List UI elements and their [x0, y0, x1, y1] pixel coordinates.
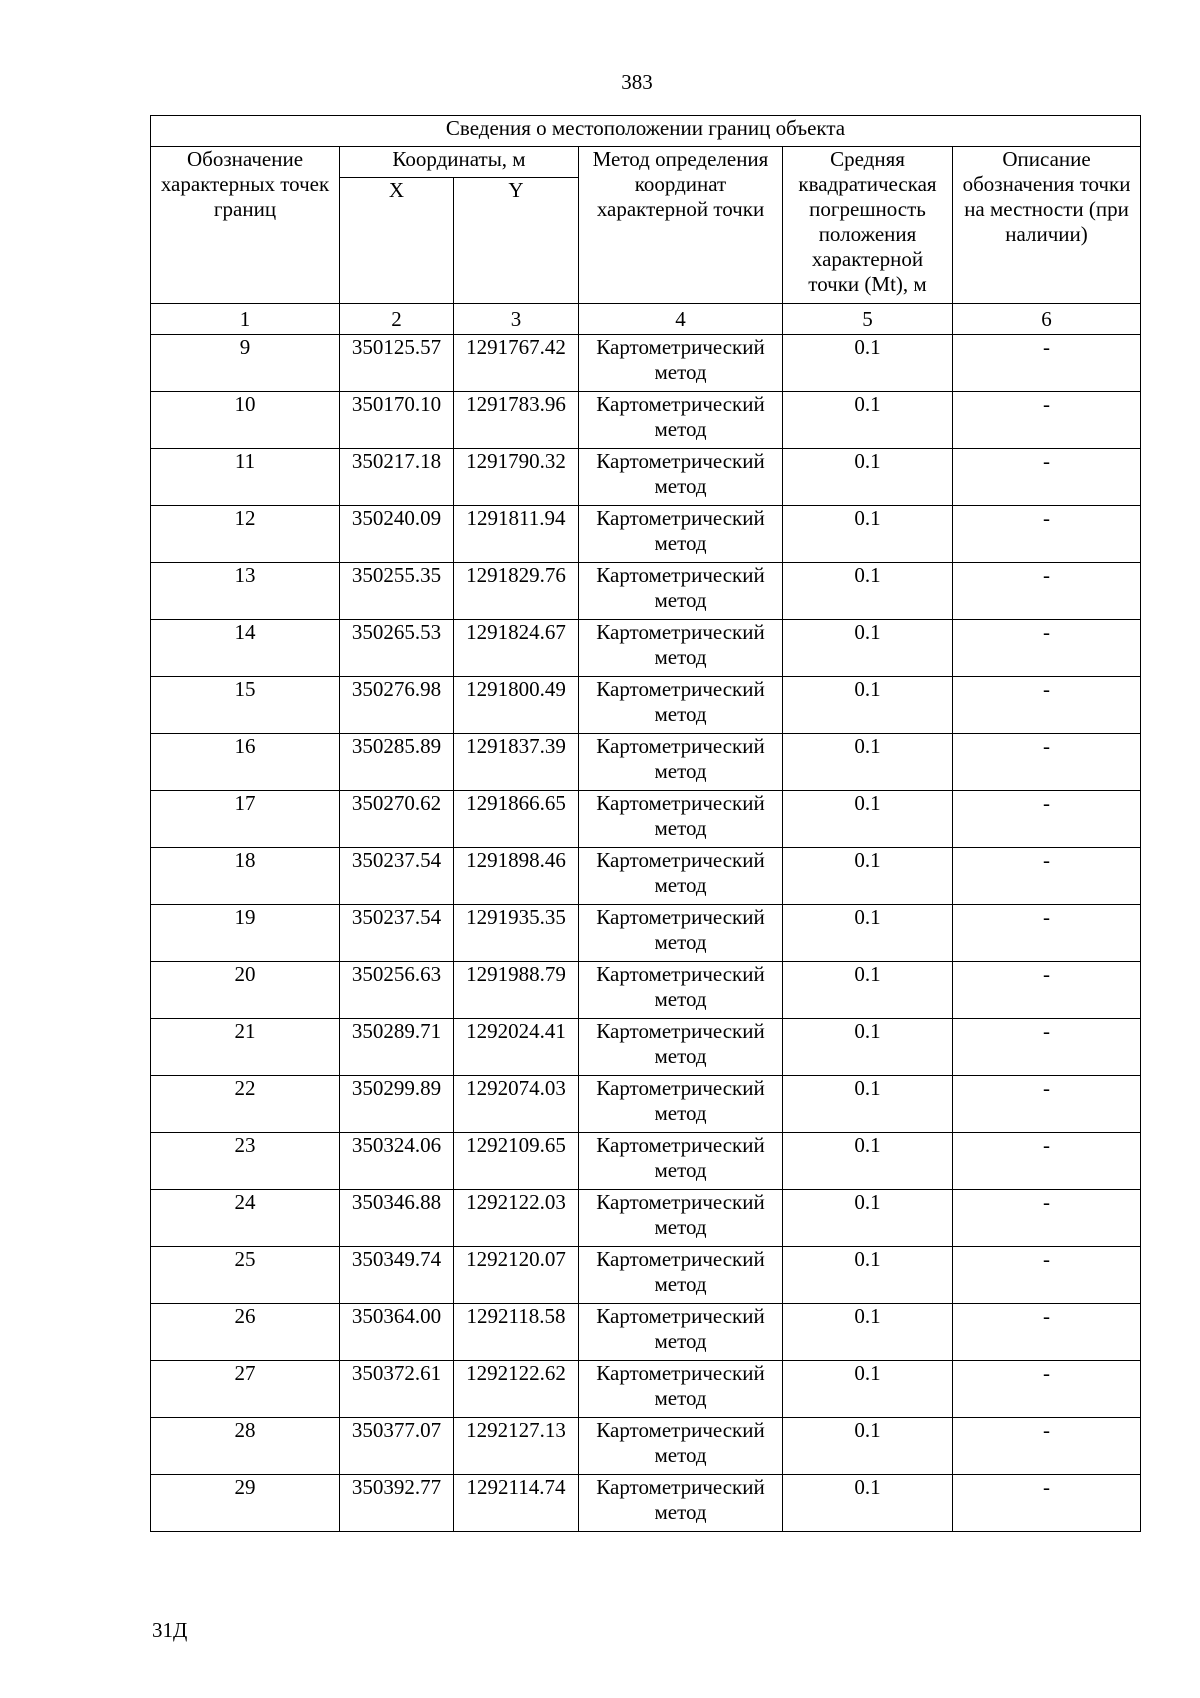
cell-x: 350349.74 — [340, 1247, 454, 1304]
cell-method: Картометрический метод — [579, 1190, 783, 1247]
cell-point: 19 — [151, 905, 340, 962]
cell-error: 0.1 — [783, 905, 953, 962]
cell-error: 0.1 — [783, 1475, 953, 1532]
table-row — [151, 1019, 1141, 1076]
cell-method: Картометрический метод — [579, 1304, 783, 1361]
cell-error: 0.1 — [783, 1418, 953, 1475]
table-row — [151, 1475, 1141, 1532]
table-row — [151, 848, 1141, 905]
cell-y: 1292122.03 — [454, 1190, 579, 1247]
cell-x: 350392.77 — [340, 1475, 454, 1532]
cell-x: 350240.09 — [340, 506, 454, 563]
cell-y: 1292074.03 — [454, 1076, 579, 1133]
cell-y: 1291935.35 — [454, 905, 579, 962]
cell-method: Картометрический метод — [579, 1475, 783, 1532]
cell-method: Картометрический метод — [579, 1133, 783, 1190]
header-y: Y — [454, 178, 579, 304]
cell-point: 29 — [151, 1475, 340, 1532]
cell-description: - — [953, 848, 1141, 905]
table-row — [151, 1247, 1141, 1304]
cell-description: - — [953, 1361, 1141, 1418]
cell-error: 0.1 — [783, 791, 953, 848]
cell-error: 0.1 — [783, 1019, 953, 1076]
footer-code: 31Д — [152, 1618, 188, 1642]
cell-x: 350217.18 — [340, 449, 454, 506]
cell-y: 1291898.46 — [454, 848, 579, 905]
cell-x: 350324.06 — [340, 1133, 454, 1190]
cell-method: Картометрический метод — [579, 677, 783, 734]
header-error: Средняя квадратическая погрешность положения характерной точки (Mt), м — [783, 147, 953, 304]
header-x: X — [340, 178, 454, 304]
cell-point: 24 — [151, 1190, 340, 1247]
cell-x: 350256.63 — [340, 962, 454, 1019]
cell-description: - — [953, 1076, 1141, 1133]
cell-y: 1291829.76 — [454, 563, 579, 620]
cell-method: Картометрический метод — [579, 1418, 783, 1475]
cell-method: Картометрический метод — [579, 620, 783, 677]
cell-method: Картометрический метод — [579, 335, 783, 392]
cell-x: 350276.98 — [340, 677, 454, 734]
cell-description: - — [953, 392, 1141, 449]
cell-description: - — [953, 1418, 1141, 1475]
cell-description: - — [953, 1304, 1141, 1361]
header-method: Метод определения координат характерной точки — [579, 147, 783, 304]
cell-method: Картометрический метод — [579, 791, 783, 848]
cell-method: Картометрический метод — [579, 1019, 783, 1076]
cell-point: 11 — [151, 449, 340, 506]
table-row — [151, 1361, 1141, 1418]
cell-y: 1291790.32 — [454, 449, 579, 506]
cell-x: 350299.89 — [340, 1076, 454, 1133]
cell-x: 350125.57 — [340, 335, 454, 392]
cell-x: 350170.10 — [340, 392, 454, 449]
cell-point: 15 — [151, 677, 340, 734]
cell-description: - — [953, 620, 1141, 677]
column-number: 4 — [579, 304, 783, 335]
cell-error: 0.1 — [783, 620, 953, 677]
cell-y: 1292127.13 — [454, 1418, 579, 1475]
column-number: 5 — [783, 304, 953, 335]
cell-error: 0.1 — [783, 449, 953, 506]
cell-y: 1292118.58 — [454, 1304, 579, 1361]
cell-method: Картометрический метод — [579, 506, 783, 563]
table-row — [151, 506, 1141, 563]
cell-error: 0.1 — [783, 848, 953, 905]
cell-point: 14 — [151, 620, 340, 677]
cell-point: 21 — [151, 1019, 340, 1076]
cell-point: 22 — [151, 1076, 340, 1133]
cell-error: 0.1 — [783, 677, 953, 734]
cell-method: Картометрический метод — [579, 1076, 783, 1133]
table-row — [151, 791, 1141, 848]
cell-error: 0.1 — [783, 1361, 953, 1418]
table-row — [151, 677, 1141, 734]
cell-x: 350377.07 — [340, 1418, 454, 1475]
column-number: 3 — [454, 304, 579, 335]
cell-y: 1291866.65 — [454, 791, 579, 848]
cell-description: - — [953, 1019, 1141, 1076]
cell-point: 25 — [151, 1247, 340, 1304]
cell-method: Картометрический метод — [579, 563, 783, 620]
cell-y: 1292120.07 — [454, 1247, 579, 1304]
cell-description: - — [953, 563, 1141, 620]
cell-error: 0.1 — [783, 563, 953, 620]
table-row — [151, 1304, 1141, 1361]
cell-x: 350237.54 — [340, 848, 454, 905]
cell-y: 1291988.79 — [454, 962, 579, 1019]
cell-y: 1292024.41 — [454, 1019, 579, 1076]
cell-point: 18 — [151, 848, 340, 905]
cell-point: 17 — [151, 791, 340, 848]
page-number: 383 — [621, 70, 653, 94]
cell-point: 12 — [151, 506, 340, 563]
cell-point: 27 — [151, 1361, 340, 1418]
table-row — [151, 563, 1141, 620]
cell-method: Картометрический метод — [579, 848, 783, 905]
cell-x: 350289.71 — [340, 1019, 454, 1076]
cell-point: 10 — [151, 392, 340, 449]
cell-x: 350346.88 — [340, 1190, 454, 1247]
table-row — [151, 335, 1141, 392]
cell-y: 1291824.67 — [454, 620, 579, 677]
table-row — [151, 1418, 1141, 1475]
cell-method: Картометрический метод — [579, 962, 783, 1019]
cell-description: - — [953, 791, 1141, 848]
cell-method: Картометрический метод — [579, 1361, 783, 1418]
cell-y: 1291783.96 — [454, 392, 579, 449]
table-row — [151, 449, 1141, 506]
cell-x: 350255.35 — [340, 563, 454, 620]
cell-error: 0.1 — [783, 1133, 953, 1190]
cell-point: 9 — [151, 335, 340, 392]
cell-description: - — [953, 449, 1141, 506]
table-row — [151, 620, 1141, 677]
cell-error: 0.1 — [783, 962, 953, 1019]
cell-description: - — [953, 1190, 1141, 1247]
table-row — [151, 1190, 1141, 1247]
cell-description: - — [953, 734, 1141, 791]
header-description: Описание обозначения точки на местности (при наличии) — [953, 147, 1141, 304]
cell-x: 350364.00 — [340, 1304, 454, 1361]
cell-point: 26 — [151, 1304, 340, 1361]
cell-error: 0.1 — [783, 506, 953, 563]
cell-y: 1292109.65 — [454, 1133, 579, 1190]
cell-y: 1292114.74 — [454, 1475, 579, 1532]
cell-y: 1292122.62 — [454, 1361, 579, 1418]
cell-error: 0.1 — [783, 734, 953, 791]
table-row — [151, 1076, 1141, 1133]
cell-error: 0.1 — [783, 1190, 953, 1247]
boundary-coordinates-table — [150, 115, 1141, 1532]
cell-point: 13 — [151, 563, 340, 620]
cell-method: Картометрический метод — [579, 734, 783, 791]
cell-error: 0.1 — [783, 1247, 953, 1304]
cell-error: 0.1 — [783, 392, 953, 449]
cell-description: - — [953, 905, 1141, 962]
cell-description: - — [953, 962, 1141, 1019]
cell-y: 1291767.42 — [454, 335, 579, 392]
table-row — [151, 1133, 1141, 1190]
cell-method: Картометрический метод — [579, 449, 783, 506]
cell-description: - — [953, 1133, 1141, 1190]
cell-description: - — [953, 506, 1141, 563]
cell-method: Картометрический метод — [579, 905, 783, 962]
cell-point: 16 — [151, 734, 340, 791]
cell-x: 350237.54 — [340, 905, 454, 962]
cell-error: 0.1 — [783, 1076, 953, 1133]
cell-method: Картометрический метод — [579, 1247, 783, 1304]
cell-x: 350372.61 — [340, 1361, 454, 1418]
cell-y: 1291837.39 — [454, 734, 579, 791]
cell-x: 350285.89 — [340, 734, 454, 791]
table-caption: Сведения о местоположении границ объекта — [151, 116, 1141, 147]
cell-point: 20 — [151, 962, 340, 1019]
header-coordinates: Координаты, м — [340, 147, 579, 178]
cell-error: 0.1 — [783, 335, 953, 392]
cell-y: 1291811.94 — [454, 506, 579, 563]
cell-description: - — [953, 1247, 1141, 1304]
cell-error: 0.1 — [783, 1304, 953, 1361]
table-row — [151, 962, 1141, 1019]
column-number: 2 — [340, 304, 454, 335]
cell-description: - — [953, 335, 1141, 392]
cell-x: 350265.53 — [340, 620, 454, 677]
table-row — [151, 392, 1141, 449]
cell-y: 1291800.49 — [454, 677, 579, 734]
cell-x: 350270.62 — [340, 791, 454, 848]
column-number: 1 — [151, 304, 340, 335]
table-row — [151, 734, 1141, 791]
cell-description: - — [953, 677, 1141, 734]
header-point: Обозначение характерных точек границ — [151, 147, 340, 304]
column-number: 6 — [953, 304, 1141, 335]
table-row — [151, 905, 1141, 962]
cell-point: 28 — [151, 1418, 340, 1475]
cell-method: Картометрический метод — [579, 392, 783, 449]
cell-point: 23 — [151, 1133, 340, 1190]
cell-description: - — [953, 1475, 1141, 1532]
